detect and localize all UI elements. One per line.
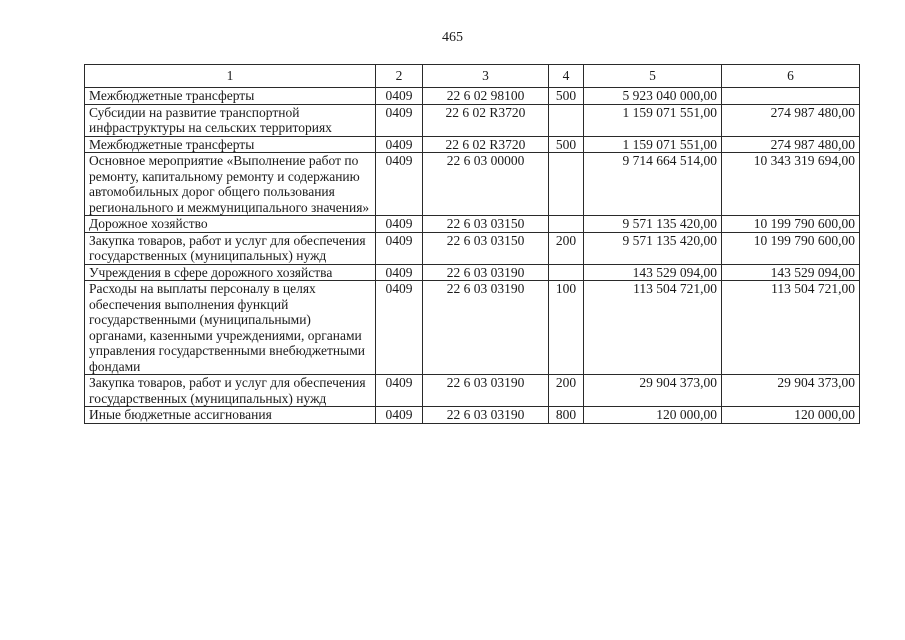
section-code-cell: 0409 xyxy=(376,216,423,233)
amount-col5-cell: 9 714 664 514,00 xyxy=(584,153,722,216)
expense-type-cell: 100 xyxy=(549,281,584,375)
expense-name-cell: Иные бюджетные ассигнования xyxy=(85,407,376,424)
expense-name-cell: Межбюджетные трансферты xyxy=(85,136,376,153)
section-code-cell: 0409 xyxy=(376,232,423,264)
expense-name-cell: Субсидии на развитие транспортной инфраструктуры на сельских территориях xyxy=(85,104,376,136)
amount-col5-cell: 113 504 721,00 xyxy=(584,281,722,375)
expense-name-cell: Закупка товаров, работ и услуг для обеспечения государственных (муниципальных) нужд xyxy=(85,232,376,264)
amount-col6-cell: 29 904 373,00 xyxy=(722,375,860,407)
section-code-cell: 0409 xyxy=(376,153,423,216)
expense-name-cell: Основное мероприятие «Выполнение работ по ремонту, капитальному ремонту и содержанию автомобильных дорог общего пользования регионального и межмуниципального значения» xyxy=(85,153,376,216)
target-article-cell: 22 6 02 R3720 xyxy=(423,136,549,153)
section-code-cell: 0409 xyxy=(376,264,423,281)
amount-col6-cell: 274 987 480,00 xyxy=(722,104,860,136)
column-header: 1 xyxy=(85,65,376,88)
expense-type-cell: 500 xyxy=(549,136,584,153)
table-header xyxy=(85,65,860,88)
table-row xyxy=(85,136,860,153)
page-number: 465 xyxy=(442,30,463,45)
table-body xyxy=(85,88,860,424)
amount-col5-cell: 143 529 094,00 xyxy=(584,264,722,281)
expense-name-cell: Закупка товаров, работ и услуг для обеспечения государственных (муниципальных) нужд xyxy=(85,375,376,407)
target-article-cell: 22 6 03 03150 xyxy=(423,232,549,264)
expense-type-cell xyxy=(549,153,584,216)
amount-col6-cell: 274 987 480,00 xyxy=(722,136,860,153)
expense-type-cell xyxy=(549,216,584,233)
table-row xyxy=(85,375,860,407)
amount-col6-cell: 10 343 319 694,00 xyxy=(722,153,860,216)
expense-type-cell xyxy=(549,104,584,136)
section-code-cell: 0409 xyxy=(376,281,423,375)
expense-type-cell: 200 xyxy=(549,232,584,264)
column-header: 4 xyxy=(549,65,584,88)
expense-name-cell: Дорожное хозяйство xyxy=(85,216,376,233)
expense-name-cell: Расходы на выплаты персоналу в целях обеспечения выполнения функций государственными (муниципальными) органами, казенными учреждениями, органами управления государственными внебюджетными фондами xyxy=(85,281,376,375)
expense-name-cell: Учреждения в сфере дорожного хозяйства xyxy=(85,264,376,281)
table-row xyxy=(85,153,860,216)
target-article-cell: 22 6 03 03190 xyxy=(423,264,549,281)
target-article-cell: 22 6 03 03190 xyxy=(423,281,549,375)
table-row xyxy=(85,88,860,105)
target-article-cell: 22 6 02 R3720 xyxy=(423,104,549,136)
amount-col5-cell: 9 571 135 420,00 xyxy=(584,216,722,233)
target-article-cell: 22 6 03 03150 xyxy=(423,216,549,233)
table-row xyxy=(85,281,860,375)
section-code-cell: 0409 xyxy=(376,375,423,407)
table-row xyxy=(85,264,860,281)
amount-col5-cell: 9 571 135 420,00 xyxy=(584,232,722,264)
section-code-cell: 0409 xyxy=(376,407,423,424)
amount-col6-cell: 143 529 094,00 xyxy=(722,264,860,281)
section-code-cell: 0409 xyxy=(376,136,423,153)
amount-col5-cell: 29 904 373,00 xyxy=(584,375,722,407)
amount-col6-cell: 10 199 790 600,00 xyxy=(722,232,860,264)
amount-col5-cell: 5 923 040 000,00 xyxy=(584,88,722,105)
expense-type-cell: 200 xyxy=(549,375,584,407)
target-article-cell: 22 6 03 03190 xyxy=(423,375,549,407)
column-header: 2 xyxy=(376,65,423,88)
column-header: 5 xyxy=(584,65,722,88)
amount-col6-cell: 120 000,00 xyxy=(722,407,860,424)
expense-name-cell: Межбюджетные трансферты xyxy=(85,88,376,105)
expense-type-cell: 500 xyxy=(549,88,584,105)
table-row xyxy=(85,232,860,264)
target-article-cell: 22 6 03 03190 xyxy=(423,407,549,424)
section-code-cell: 0409 xyxy=(376,104,423,136)
expense-type-cell: 800 xyxy=(549,407,584,424)
amount-col6-cell xyxy=(722,88,860,105)
table-row xyxy=(85,216,860,233)
header-row xyxy=(85,65,860,88)
section-code-cell: 0409 xyxy=(376,88,423,105)
amount-col5-cell: 1 159 071 551,00 xyxy=(584,136,722,153)
amount-col5-cell: 120 000,00 xyxy=(584,407,722,424)
target-article-cell: 22 6 02 98100 xyxy=(423,88,549,105)
target-article-cell: 22 6 03 00000 xyxy=(423,153,549,216)
budget-table xyxy=(84,64,860,424)
column-header: 3 xyxy=(423,65,549,88)
amount-col6-cell: 113 504 721,00 xyxy=(722,281,860,375)
amount-col6-cell: 10 199 790 600,00 xyxy=(722,216,860,233)
table-row xyxy=(85,407,860,424)
table-row xyxy=(85,104,860,136)
amount-col5-cell: 1 159 071 551,00 xyxy=(584,104,722,136)
expense-type-cell xyxy=(549,264,584,281)
column-header: 6 xyxy=(722,65,860,88)
